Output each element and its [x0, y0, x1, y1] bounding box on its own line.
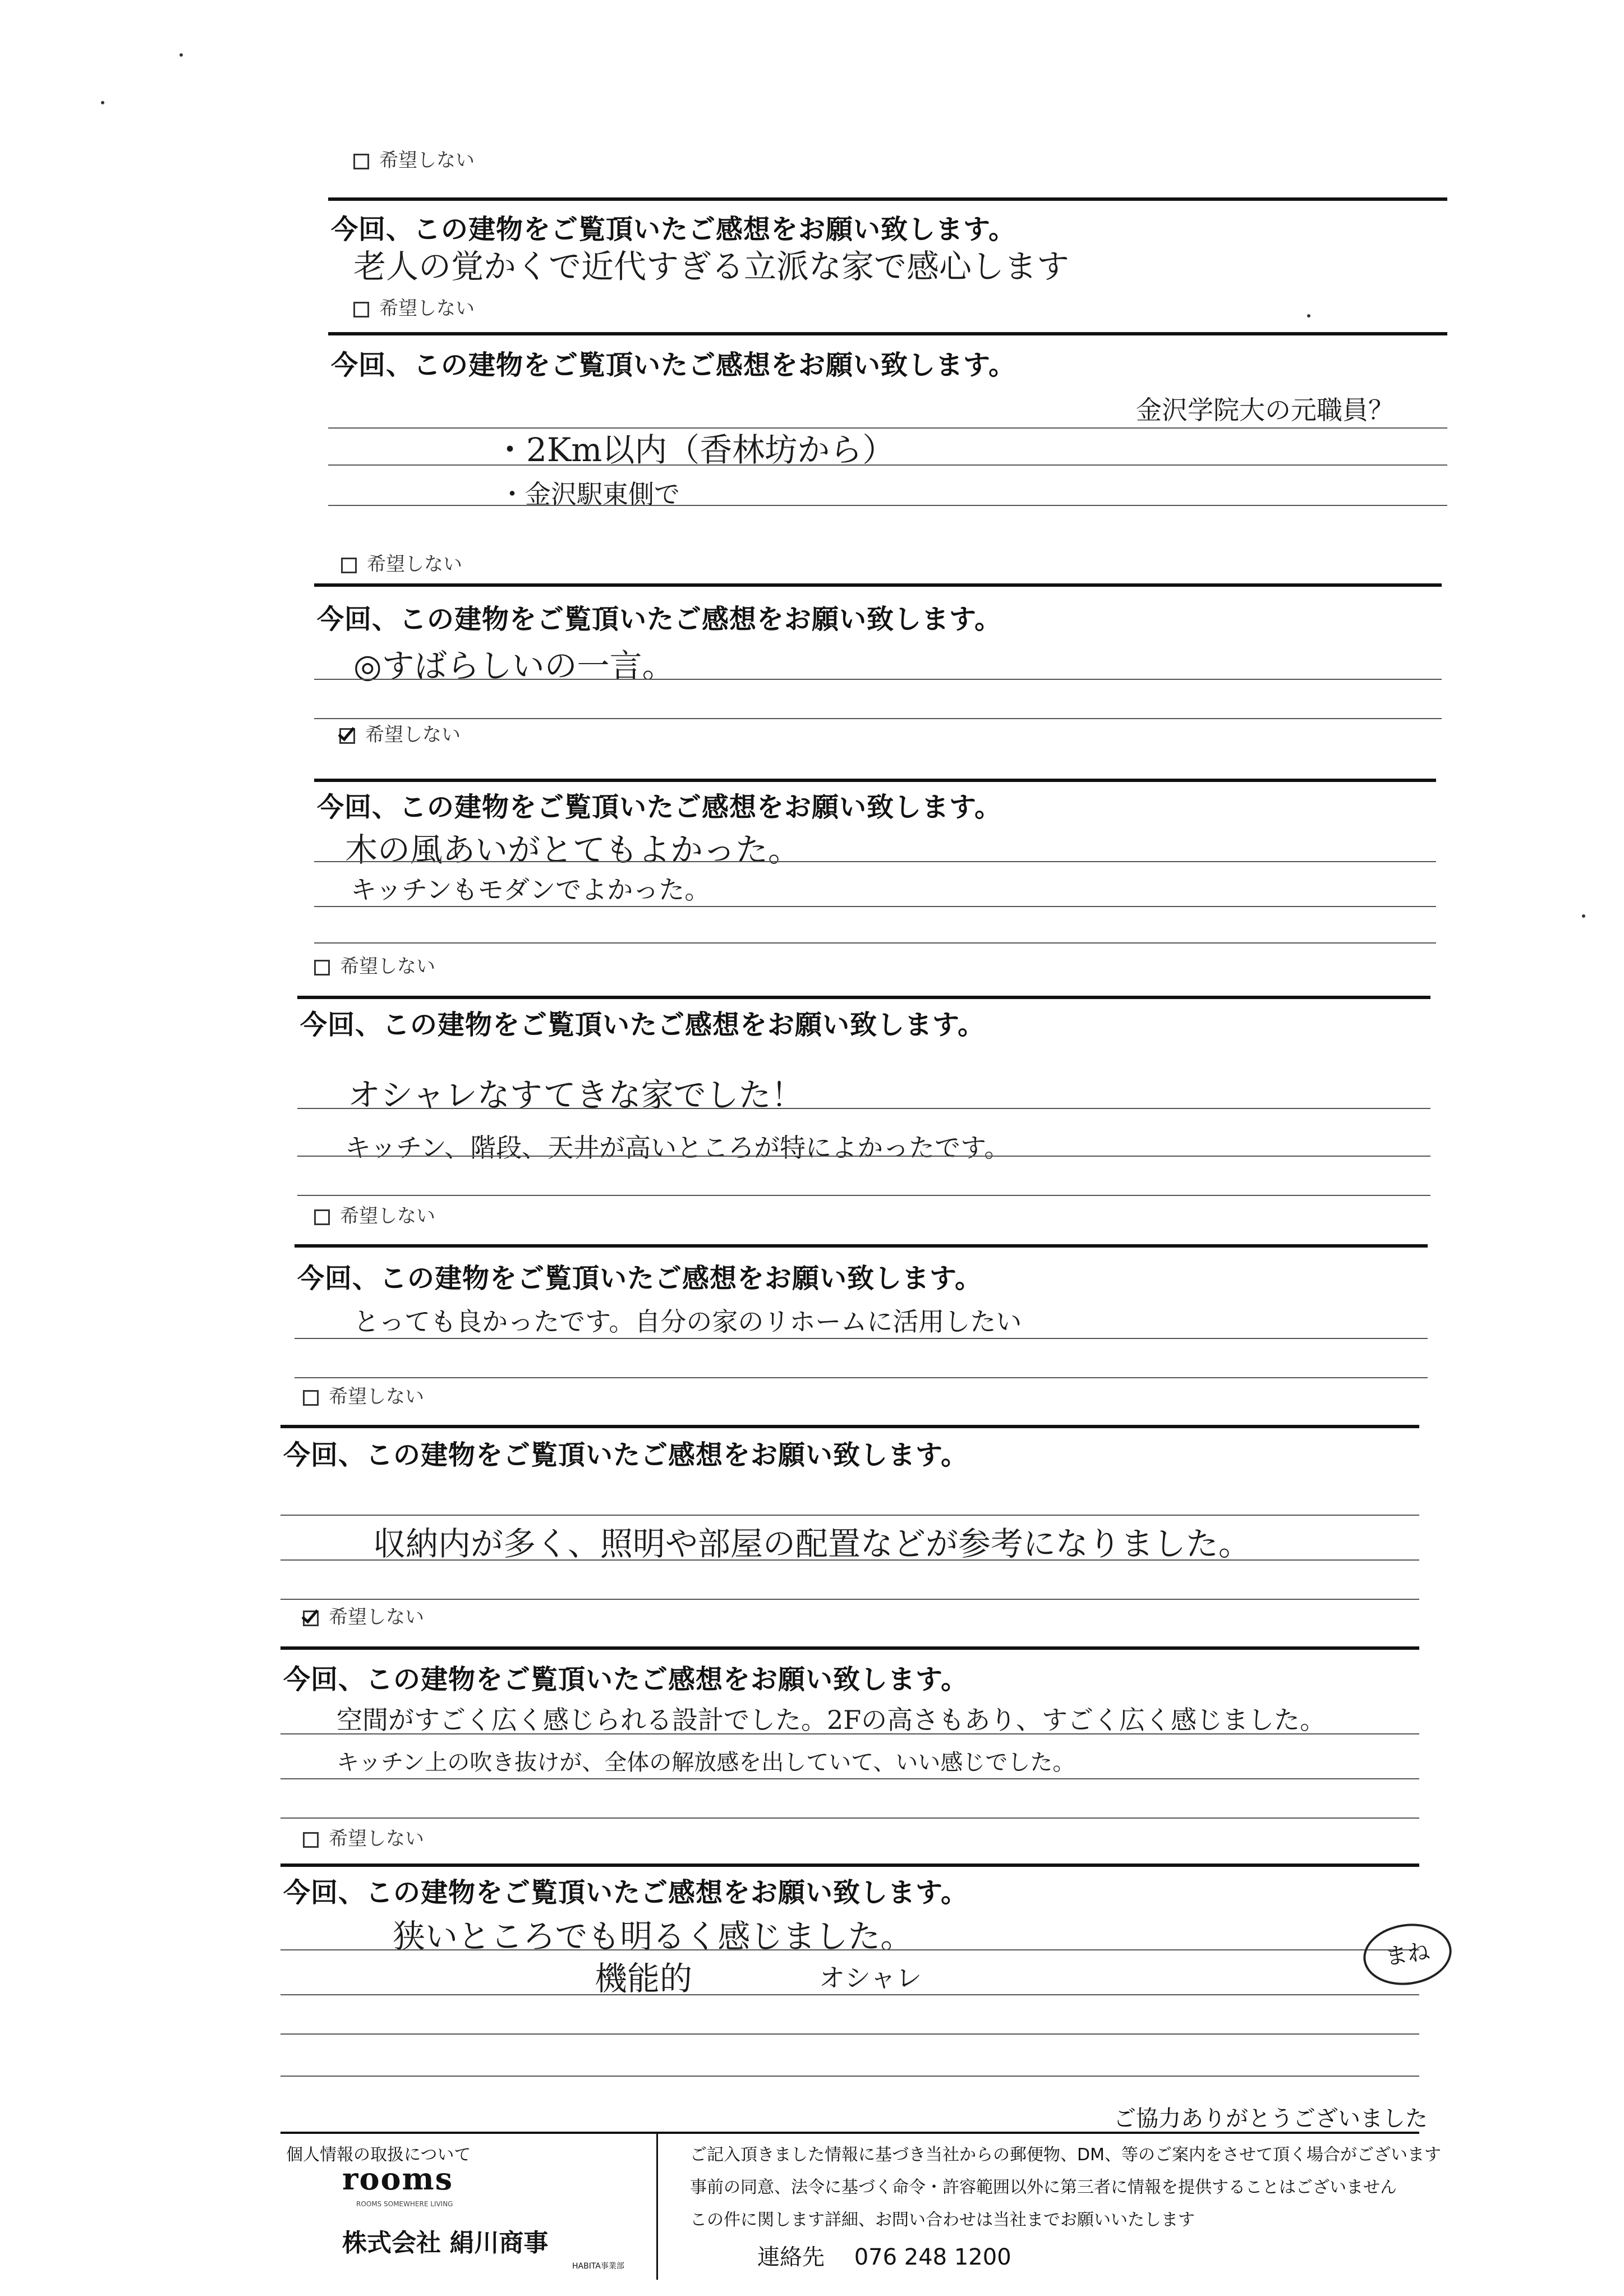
no-wish-checkbox[interactable]: 希望しない — [303, 1602, 424, 1629]
response-line — [280, 2076, 1419, 2077]
handwritten-response: キッチンもモダンでよかった。 — [351, 875, 711, 905]
response-line — [280, 1778, 1419, 1779]
section-prompt: 今回、この建物をご覧頂いたご感想をお願い致します。 — [283, 1877, 969, 1908]
no-wish-checkbox-clipped: 希望しない — [353, 293, 475, 305]
footer-divider — [656, 2134, 658, 2280]
no-wish-checkbox-clipped: 希望しない — [314, 1200, 435, 1213]
section-prompt: 今回、この建物をご覧頂いたご感想をお願い致します。 — [283, 1439, 969, 1471]
section-prompt: 今回、この建物をご覧頂いたご感想をお願い致します。 — [297, 1263, 983, 1294]
section-prompt: 今回、この建物をご覧頂いたご感想をお願い致します。 — [331, 214, 1016, 245]
policy-line: 事前の同意、法令に基づく命令・許容範囲以外に第三者に情報を提供することはございません — [690, 2178, 1397, 2197]
scan-speck — [180, 53, 183, 57]
no-wish-checkbox[interactable]: 希望しない — [339, 719, 461, 747]
handwritten-response: キッチン上の吹き抜けが、全体の解放感を出していて、いい感じでした。 — [337, 1750, 1075, 1775]
response-line — [280, 1559, 1419, 1561]
rooms-logo-tagline: ROOMS SOMEWHERE LIVING — [356, 2200, 453, 2208]
response-line — [280, 1515, 1419, 1516]
response-line — [280, 2033, 1419, 2035]
response-line — [295, 1338, 1428, 1339]
contact-phone[interactable]: 076 248 1200 — [854, 2244, 1011, 2270]
response-line — [280, 1818, 1419, 1819]
response-line — [297, 1195, 1430, 1196]
response-line — [297, 1156, 1430, 1157]
section-divider — [280, 1646, 1419, 1650]
section-prompt: 今回、この建物をご覧頂いたご感想をお願い致します。 — [317, 604, 1002, 635]
response-line — [280, 1949, 1419, 1950]
response-line — [280, 1599, 1419, 1600]
response-line — [314, 942, 1436, 944]
handwritten-response: 狭いところでも明るく感じました。 — [393, 1917, 913, 1955]
scan-speck — [101, 101, 104, 104]
contact-label: 連絡先 — [757, 2244, 825, 2270]
handwritten-response: ・2Km以内（香林坊から） — [494, 431, 895, 469]
section-divider — [314, 583, 1442, 587]
scan-speck — [1582, 914, 1585, 918]
section-prompt: 今回、この建物をご覧頂いたご感想をお願い致します。 — [283, 1664, 969, 1695]
company-name: 株式会社 絹川商事 — [342, 2229, 549, 2257]
privacy-title: 個人情報の取扱について — [286, 2145, 471, 2165]
no-wish-checkbox-clipped: 希望しない — [314, 951, 435, 963]
no-wish-checkbox-clipped: 希望しない — [353, 145, 475, 157]
response-line — [295, 1377, 1428, 1378]
handwritten-response: キッチン、階段、天井が高いところが特によかったです。 — [345, 1133, 1010, 1163]
handwritten-response: とっても良かったです。自分の家のリホームに活用したい — [353, 1306, 1022, 1337]
section-divider — [297, 996, 1430, 999]
handwritten-response: オシャレなすてきな家でした！ — [348, 1076, 804, 1114]
response-line — [280, 1733, 1419, 1734]
response-line — [314, 679, 1442, 680]
section-divider — [328, 197, 1447, 201]
handwritten-response: 老人の覚かくで近代すぎる立派な家で感心します — [353, 247, 1070, 286]
response-line — [328, 464, 1447, 466]
handwritten-response: 機能的 — [595, 1959, 693, 1998]
section-divider — [295, 1244, 1428, 1248]
section-divider — [280, 1864, 1419, 1867]
contact-info — [757, 2239, 1011, 2271]
section-prompt: 今回、この建物をご覧頂いたご感想をお願い致します。 — [331, 349, 1016, 381]
scan-speck — [1307, 314, 1310, 318]
section-divider — [328, 332, 1447, 335]
no-wish-checkbox-clipped: 希望しない — [303, 1381, 424, 1393]
handwritten-response: ◎すばらしいの一言。 — [353, 647, 675, 685]
handwritten-response: 収納内が多く、照明や部屋の配置などが参考になりました。 — [373, 1525, 1251, 1563]
thanks-message: ご協力ありがとうございました — [1114, 2106, 1428, 2132]
no-wish-checkbox-clipped: 希望しない — [303, 1823, 424, 1835]
response-line — [314, 718, 1442, 719]
response-line — [314, 906, 1436, 907]
handwritten-response: 空間がすごく広く感じられる設計でした。2Fの高さもあり、すごく広く感じました。 — [337, 1705, 1326, 1735]
section-prompt: 今回、この建物をご覧頂いたご感想をお願い致します。 — [300, 1009, 986, 1041]
rooms-logo: rooms — [342, 2161, 454, 2197]
response-line — [314, 861, 1436, 862]
policy-line: この件に関します詳細、お問い合わせは当社までお願いいたします — [690, 2210, 1195, 2230]
handwritten-response: 木の風あいがとてもよかった。 — [345, 831, 801, 869]
handwritten-annotation: 金沢学院大の元職員？ — [1136, 395, 1394, 425]
footer-box — [280, 2132, 1441, 2280]
no-wish-checkbox-clipped: 希望しない — [341, 549, 462, 561]
handwritten-response: ・金沢駅東側で — [499, 479, 680, 509]
handwritten-response: オシャレ — [819, 1963, 922, 1993]
response-line — [328, 505, 1447, 506]
policy-line: ご記入頂きました情報に基づき当社からの郵便物、DM、等のご案内をさせて頂く場合がございます — [690, 2145, 1441, 2165]
response-line — [297, 1108, 1430, 1109]
response-line — [280, 1994, 1419, 1995]
section-divider — [280, 1425, 1419, 1428]
section-prompt: 今回、この建物をご覧頂いたご感想をお願い致します。 — [317, 792, 1002, 823]
stamp-mark: まね — [1359, 1918, 1455, 1991]
division-label: HABITA事業部 — [572, 2262, 624, 2271]
section-divider — [314, 779, 1436, 782]
